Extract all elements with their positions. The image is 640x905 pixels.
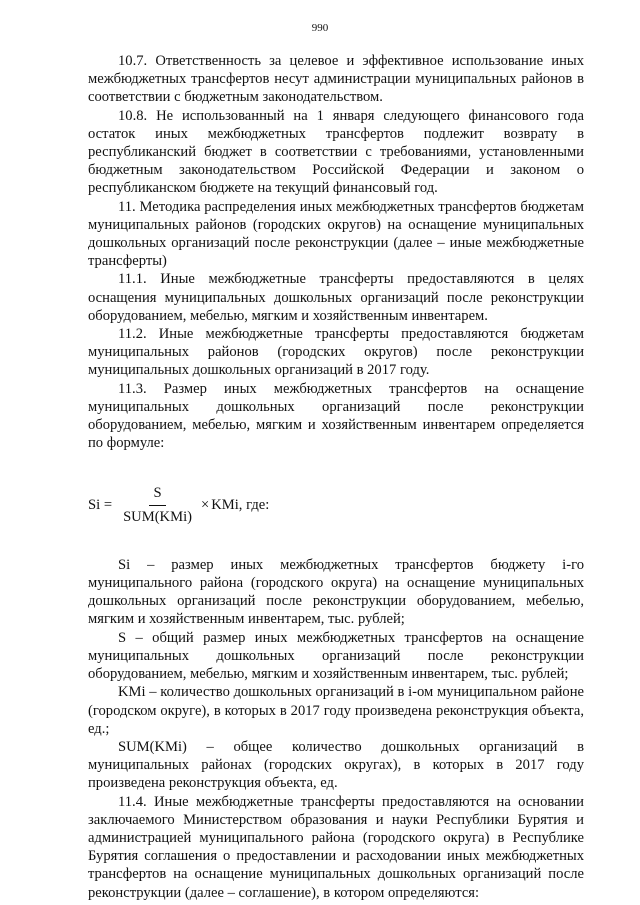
paragraph-11-2: 11.2. Иные межбюджетные трансферты предоставляются бюджетам муниципальных районов (городских округов) после реконструкции муниципальных дошкольных организаций в 2017 году. xyxy=(88,326,584,379)
document-body xyxy=(88,52,584,902)
formula xyxy=(88,484,584,525)
paragraph-10-7: 10.7. Ответственность за целевое и эффективное использование иных межбюджетных трансфертов несут администрации муниципальных районов в соответствии с бюджетным законодательством. xyxy=(88,53,584,106)
formula-numerator: S xyxy=(149,484,165,505)
formula-denominator: SUM(KMi) xyxy=(123,508,192,525)
paragraph-10-8: 10.8. Не использованный на 1 января следующего финансового года остаток иных межбюджетных трансфертов подлежит возврату в республиканский бюджет в соответствии с требованиями, установленными бюджетным законодательством Российской Федерации и законом о республиканском бюджете на текущий финансовый год. xyxy=(88,107,584,197)
definition-sum-kmi: SUM(KMi) – общее количество дошкольных организаций в муниципальных районах (городских округах), в которых в 2017 году произведена реконструкция объекта, ед. xyxy=(88,738,584,792)
definitions xyxy=(88,556,584,902)
paragraph-11-3: 11.3. Размер иных межбюджетных трансфертов на оснащение муниципальных дошкольных организаций после реконструкции оборудованием, мебелью, мягким и хозяйственным инвентарем определяется по формуле: xyxy=(88,380,584,452)
page-number: 990 xyxy=(311,22,329,34)
formula-times: × xyxy=(200,497,210,514)
section-11-heading: 11. Методика распределения иных межбюджетных трансфертов бюджетам муниципальных районов (городских округов) на оснащение муниципальных дошкольных организаций после реконструкции (далее – иные межбюджетные трансферты) xyxy=(88,198,584,270)
formula-tail: KMi, где: xyxy=(211,497,270,514)
definition-kmi: KMi – количество дошкольных организаций в i-ом муниципальном районе (городском округе), в которых в 2017 году произведена реконструкция объекта, ед.; xyxy=(88,684,584,737)
formula-fraction xyxy=(119,484,196,525)
definition-si: Si – размер иных межбюджетных трансфертов бюджету i-го муниципального района (городского округа) на оснащение муниципальных дошкольных организаций после реконструкции оборудованием, мебелью, мягким и хозяйственным инвентарем, тыс. рублей; xyxy=(88,556,584,628)
paragraph-11-1: 11.1. Иные межбюджетные трансферты предоставляются в целях оснащения муниципальных дошкольных организаций после реконструкции оборудованием, мебелью, мягким и хозяйственным инвентарем. xyxy=(88,271,584,324)
paragraph-11-4: 11.4. Иные межбюджетные трансферты предоставляются на основании заключаемого Министерством образования и науки Республики Бурятия и администрацией муниципального района (городского округа) в Республике Бурятия соглашения о предоставлении и расходовании иных межбюджетных трансфертов на оснащение муниципальных дошкольных организаций после реконструкции (далее – соглашение), в котором определяются: xyxy=(88,793,584,901)
formula-lhs: Si = xyxy=(88,497,113,514)
definition-s: S – общий размер иных межбюджетных трансфертов на оснащение муниципальных дошкольных организаций после реконструкции оборудованием, мебелью, мягким и хозяйственным инвентарем, тыс. рублей; xyxy=(88,629,584,683)
